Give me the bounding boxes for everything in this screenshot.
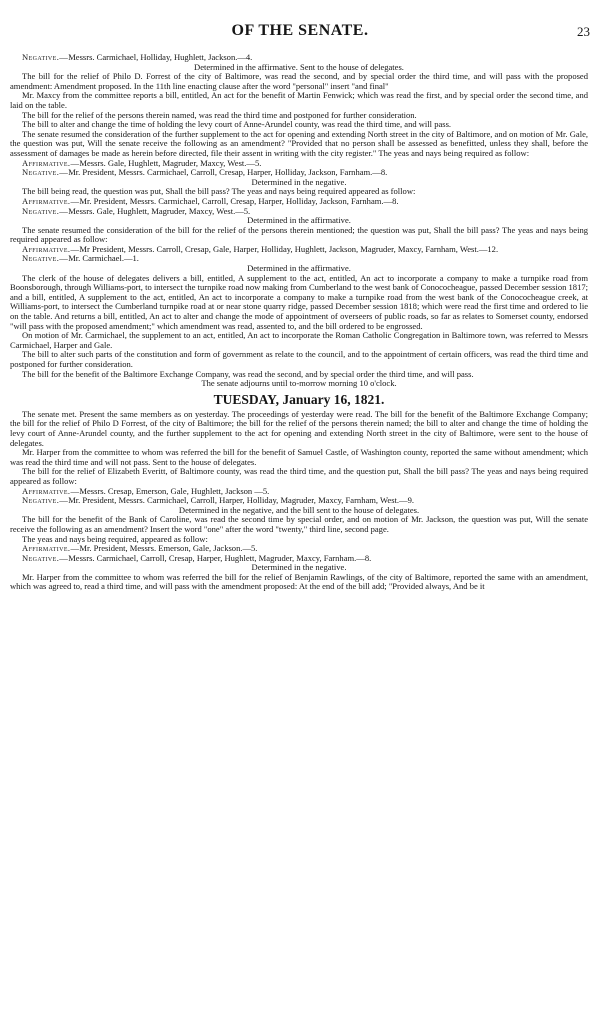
vote-label: Affirmative.— [22, 195, 80, 206]
journal-paragraph [10, 274, 588, 332]
paragraph-text: The senate resumed the consideration of the bill for the relief of the persons therein mentioned; the question was put, Shall the bill pass? The yeas and nays being required appeared as follow: [10, 224, 588, 245]
paragraph-text: The clerk of the house of delegates delivers a bill, entitled, A supplement to the act, entitled, An act to incorporate a company to make a turnpike road from Boonsborough, through Williams-port, to intersect the turnpike road now making from Cumberland to the west bank of Conococheague, passed December session 1817; and a bill, entitled, A supplement to the act, entitled, An act to incorporate a company to make a turnpike road from the west bank of the Conococheague creek, at Williams-port, to intersect the Cumberland turnpike road at or near stone quarry ridge, passed December session 1818; which were read the first time and ordered to lie on the table. And returns a bill, entitled, An act to alter and change the mode of appointment of overseers of public roads, so far as relates to Somerset county, endorsed "will pass with the proposed amendment;" which amendment was read, assented to, and the bill ordered to be engrossed. [10, 272, 588, 331]
paragraph-text: Mr. President, Messrs. Emerson, Gale, Jackson.—5. [79, 543, 258, 554]
paragraph-text: Mr. President, Messrs. Carmichael, Carroll, Cresap, Harper, Holliday, Jackson, Farnham.—8. [68, 167, 388, 178]
page-title: OF THE SENATE. [231, 22, 369, 39]
journal-paragraph [10, 350, 588, 369]
journal-paragraph [10, 448, 588, 467]
vote-label: Negative.— [22, 552, 69, 563]
vote-label: Negative.— [22, 52, 69, 62]
paragraph-text: The bill for the benefit of the Bank of Caroline, was read the second time by special order, and on motion of Mr. Jackson, the question was put, Will the senate receive the following as an amendment? Insert the word "one" after the word "twenty," third line, second page. [10, 514, 588, 534]
paragraph-text: The bill for the relief of Philo D. Forrest of the city of Baltimore, was read the second, and by special order the third time, and will pass with the proposed amendment: Amendment proposed. In the 11th line enacting clause after the word "personal" insert "and final" [10, 71, 588, 91]
paragraph-text: Messrs. Carmichael, Holliday, Hughlett, Jackson.—4. [68, 52, 253, 62]
paragraph-text: Determined in the negative. [251, 562, 347, 573]
paragraph-text: The senate met. Present the same members as on yesterday. The proceedings of yesterday were read. The bill for the benefit of the Baltimore Exchange Company; the bill for the relief of Philo D Forrest, of the city of Baltimore; the bill for the relief of the persons therein named; the bill to alter and change the time of holding the levy court of Anne-Arundel county, and the further supplement to the act for opening and extending North street in the city of Baltimore, were sent to the house of delegates. [10, 408, 588, 448]
paragraph-text: The bill being read, the question was put, Shall the bill pass? The yeas and nays being required appeared as follow: [22, 186, 416, 197]
vote-label: Affirmative.— [22, 243, 80, 254]
paragraph-text: The bill to alter and change the time of holding the levy court of Anne-Arundel county, was read the third time, and will pass. [22, 119, 452, 130]
journal-paragraph [10, 72, 588, 91]
paragraph-text: The senate adjourns until to-morrow morning 10 o'clock. [201, 378, 397, 389]
paragraph-text: On motion of Mr. Carmichael, the supplement to an act, entitled, An act to incorporate the Roman Catholic Congregation in Baltimore town, was referred to Messrs Carmichael, Harper and Gale. [10, 330, 588, 350]
paragraph-text: Messrs. Gale, Hughlett, Magruder, Maxcy, West.—5. [68, 205, 251, 216]
page-header [0, 22, 600, 44]
paragraph-text: Mr. Maxcy from the committee reports a bill, entitled, An act for the benefit of Martin Fenwick; which was read the first, and by special order the second time, and laid on the table. [10, 90, 588, 110]
session-date-heading [10, 392, 588, 408]
paragraph-text: The bill to alter such parts of the constitution and form of government as relate to the council, and to the appointment of certain officers, was read the third time and postponed for further consideration. [10, 349, 588, 369]
paragraph-text: Determined in the negative. [251, 176, 347, 187]
paragraph-text: Determined in the affirmative. Sent to the house of delegates. [194, 61, 404, 72]
paragraph-text: Determined in the affirmative. [247, 215, 351, 226]
paragraph-text: TUESDAY, January 16, 1821. [213, 391, 385, 407]
journal-paragraph [10, 410, 588, 448]
vote-label: Negative.— [22, 167, 69, 178]
page-number: 23 [577, 24, 590, 39]
paragraph-text: Mr. Harper from the committee to whom was referred the bill for the relief of Benjamin Rawlings, of the city of Baltimore, reported the same with an amendment, which was agreed to, read a third time, and will pass with the amendment proposed: At the end of the bill add; "Provided always, And be it [10, 571, 588, 592]
journal-paragraph [10, 331, 588, 350]
vote-label: Negative.— [22, 495, 69, 506]
paragraph-text: The bill for the relief of Elizabeth Everitt, of Baltimore county, was read the third time, and the question put, Shall the bill pass? The yeas and nays being required appeared as follow: [10, 466, 588, 486]
journal-paragraph [10, 130, 588, 159]
vote-label: Negative.— [22, 253, 69, 264]
paragraph-text: The yeas and nays being required, appeared as follow: [22, 533, 208, 544]
paragraph-text: Mr President, Messrs. Carroll, Cresap, Gale, Harper, Holliday, Hughlett, Jackson, Magruder, Maxcy, Farnham, West.—12. [79, 243, 499, 254]
paragraph-text: The bill for the relief of the persons therein named, was read the third time and postponed for further consideration. [22, 109, 417, 120]
journal-paragraph [10, 515, 588, 534]
journal-paragraph [10, 91, 588, 110]
paragraph-text: Mr. President, Messrs. Carmichael, Carroll, Cresap, Harper, Holliday, Jackson, Farnham.—8. [79, 195, 399, 206]
paragraph-text: The senate resumed the consideration of the further supplement to the act for opening and extending North street in the city of Baltimore, and on motion of Mr. Gale, the question was put, Will the senate receive the following as an amendment? "Provided that no person shall be assessed as benefitted, unless they shall, before the assessment of damages be made as herein before directed, file their assent in writing with the city register." The yeas and nays being required as follow: [10, 128, 588, 158]
paragraph-text: Messrs. Cresap, Emerson, Gale, Hughlett, Jackson —5. [79, 485, 270, 496]
paragraph-text: Mr. President, Messrs. Carmichael, Carroll, Harper, Holliday, Magruder, Maxcy, Farnham, West.—9. [68, 495, 414, 506]
vote-label: Negative.— [22, 205, 69, 216]
paragraph-text: The bill for the benefit of the Baltimore Exchange Company, was read the second, and by special order the third time, and will pass. [22, 368, 474, 379]
senate-journal-text [10, 53, 588, 592]
vote-label: Affirmative.— [22, 543, 80, 554]
paragraph-text: Determined in the negative, and the bill sent to the house of delegates. [178, 504, 420, 515]
vote-label: Affirmative.— [22, 157, 80, 168]
paragraph-text: Mr. Carmichael.—1. [68, 253, 139, 264]
vote-label: Affirmative.— [22, 485, 80, 496]
journal-paragraph [10, 467, 588, 486]
paragraph-text: Determined in the affirmative. [247, 263, 351, 274]
centered-line [10, 379, 588, 389]
paragraph-text: Messrs. Gale, Hughlett, Magruder, Maxcy, West.—5. [79, 157, 262, 168]
paragraph-text: Messrs. Carmichael, Carroll, Cresap, Harper, Hughlett, Magruder, Maxcy, Farnham.—8. [68, 552, 372, 563]
paragraph-text: Mr. Harper from the committee to whom was referred the bill for the benefit of Samuel Castle, of Washington county, reported the same without amendment; which was read the third time and will not pass. Sent to the house of delegates. [10, 447, 588, 467]
journal-paragraph [10, 573, 588, 592]
journal-paragraph [10, 226, 588, 245]
